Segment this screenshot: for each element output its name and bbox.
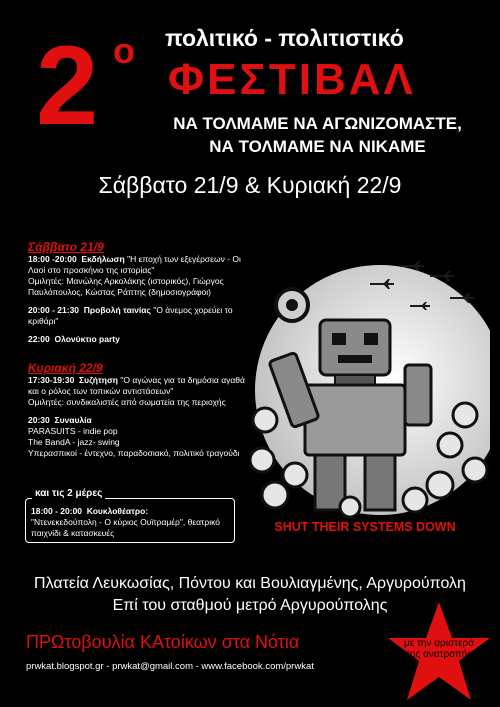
event-desc: "Ντενεκεδούπολη - Ο κύριος Ουϊτραμέρ", θεατρικό παιχνίδι & κατασκευές: [31, 517, 221, 538]
festival-title: ΦΕΣΤΙΒΑΛ: [168, 55, 416, 104]
robot-illustration: [250, 245, 490, 520]
event-time: 20:00 - 21:30: [28, 305, 80, 315]
event-speakers: Ομιλητές: Μανώλης Αρκολάκης (ιστορικός), Γιώργος Παυλόπουλος, Κώστας Ράπτης (δημοσιογράφοι): [28, 276, 224, 297]
event-desc: "Η εποχή των εξεγέρσεων - Οι Λαοί στο προσκήνιο της ιστορίας": [28, 254, 241, 275]
sunday-event-1: [28, 375, 258, 408]
star-slogan-line-1: με την αριστερά: [403, 638, 475, 649]
event-name: Ολονύκτιο party: [54, 334, 120, 344]
event-time: 20:30: [28, 415, 50, 425]
star-slogan-line-2: της ανατροπής: [405, 649, 472, 660]
event-name: Συναυλία: [54, 415, 92, 425]
event-name: Κουκλοθέατρο:: [86, 506, 149, 516]
both-days-heading: και τις 2 μέρες: [32, 488, 105, 499]
sunday-event-2: [28, 415, 258, 459]
saturday-event-3: [28, 334, 258, 345]
event-desc: "Ο αγώνας για τα δημόσια αγαθά και ο ρόλος των τοπικών αντιστάσεων": [28, 375, 245, 396]
venue-line-2: Επί του σταθμού μετρό Αργυρούπολης: [112, 597, 388, 614]
event-name: Συζήτηση: [79, 375, 118, 385]
sunday-heading: Κυριακή 22/9: [28, 361, 103, 375]
star-slogan: [378, 638, 500, 660]
festival-ordinal: ο: [113, 30, 135, 71]
festival-dates: Σάββατο 21/9 & Κυριακή 22/9: [98, 172, 402, 198]
event-speakers: Ομιλητές: συνδικαλιστές από σωματεία της περιοχής: [28, 397, 226, 407]
event-name: Προβολή ταινίας: [83, 305, 151, 315]
event-time: 17:30-19:30: [28, 375, 75, 385]
event-time: 22:00: [28, 334, 50, 344]
slogan-line-1: ΝΑ ΤΟΛΜΑΜΕ ΝΑ ΑΓΩΝΙΖΟΜΑΣΤΕ,: [173, 114, 462, 133]
both-days-box: [25, 498, 235, 543]
slogan-line-2: ΝΑ ΤΟΛΜΑΜΕ ΝΑ ΝΙΚΑΜΕ: [209, 137, 426, 156]
slogan: [150, 112, 485, 158]
organizer-links: prwkat.blogspot.gr - prwkat@gmail.com - www.facebook.com/prwkat: [26, 661, 314, 672]
event-time: 18:00 - 20:00: [31, 506, 83, 516]
saturday-event-2: [28, 305, 258, 327]
band-3: Υπερασπικοί - έντεχνο, παραδοσιακό, πολιτικό τραγούδι: [28, 448, 240, 458]
organizer-name: ΠΡΩτοβουλία ΚΑτοίκων στα Νότια: [26, 632, 300, 652]
festival-number: 2: [36, 23, 97, 148]
band-1: PARASUITS - indie pop: [28, 426, 118, 436]
saturday-event-1: [28, 254, 258, 298]
artwork-caption: SHUT THEIR SYSTEMS DOWN: [274, 520, 456, 534]
event-name: Εκδήλωση: [81, 254, 125, 264]
venue-line-1: Πλατεία Λευκωσίας, Πόντου και Βουλιαγμένης, Αργυρούπολη: [34, 575, 466, 592]
festival-subtitle: πολιτικό - πολιτιστικό: [165, 25, 404, 51]
saturday-heading: Σάββατο 21/9: [28, 240, 104, 254]
band-2: The BandA - jazz- swing: [28, 437, 120, 447]
event-time: 18:00 -20:00: [28, 254, 77, 264]
event-desc: "Ο άνεμος χορεύει το κριθάρι": [28, 305, 233, 326]
schedule: [28, 240, 258, 466]
